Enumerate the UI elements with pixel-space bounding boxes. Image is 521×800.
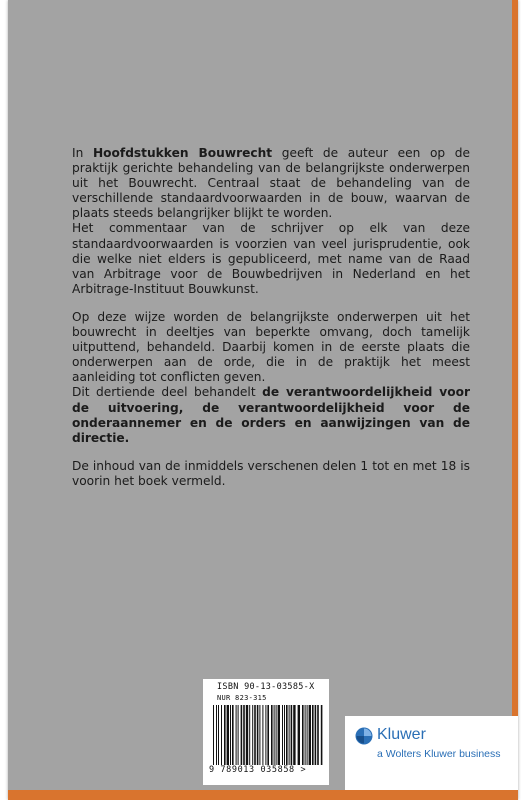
cover-orange-bottom-edge <box>8 790 518 800</box>
blurb-text-span: In <box>72 146 93 160</box>
cover-orange-edge <box>512 0 518 800</box>
barcode-bars <box>211 705 323 765</box>
blurb-paragraph-1 <box>72 146 470 221</box>
blurb-bold-subject: de verantwoordelijkheid voor de uitvoering, de verantwoordelijkheid voor de onderaannemer en de orders en aanwijzingen van de directie. <box>72 385 470 445</box>
barcode-number: 9 789013 035858 > <box>209 765 307 775</box>
publisher-name: Kluwer <box>377 726 426 743</box>
publisher-logo-box <box>345 716 518 790</box>
publisher-tagline: a Wolters Kluwer business <box>377 748 501 760</box>
isbn-text: ISBN 90-13-03585-X <box>217 682 315 692</box>
barcode-label <box>203 679 329 785</box>
blurb-paragraph-5: De inhoud van de inmiddels verschenen delen 1 tot en met 18 is voorin het boek vermeld. <box>72 458 470 488</box>
blurb-text <box>72 146 470 489</box>
blurb-text-span: geeft de auteur een op de praktijk gerichte behandeling van de belangrijkste onderwerpen uit het Bouwrecht. Centraal staat de behandeling van de verschillende standaardvoorwaarden in de bouw, waarvan de plaats steeds belangrijker blijkt te worden. <box>72 146 471 221</box>
blurb-text-span: Dit dertiende deel behandelt <box>72 385 263 400</box>
blurb-paragraph-3: Op deze wijze worden de belangrijkste onderwerpen uit het bouwrecht in deeltjes van beperkte omvang, doch tamelijk uitputtend, behandeld. Daarbij komen in de eerste plaats die onderwerpen aan de orde, die in de praktijk het meest aanleiding tot conflicten geven. <box>72 309 470 385</box>
blurb-paragraph-2: Het commentaar van de schrijver op elk van deze standaardvoorwaarden is voorzien van veel jurisprudentie, ook die welke niet elders is gepubliceerd, met name van de Raad van Arbitrage voor de Bouwbedrijven in Nederland en het Arbitrage-Instituut Bouwkunst. <box>72 221 470 296</box>
kluwer-logo-icon <box>355 727 373 745</box>
nur-text: NUR 823-315 <box>217 694 267 702</box>
book-series-title: Hoofdstukken Bouwrecht <box>92 146 273 160</box>
blurb-paragraph-4 <box>72 385 470 445</box>
